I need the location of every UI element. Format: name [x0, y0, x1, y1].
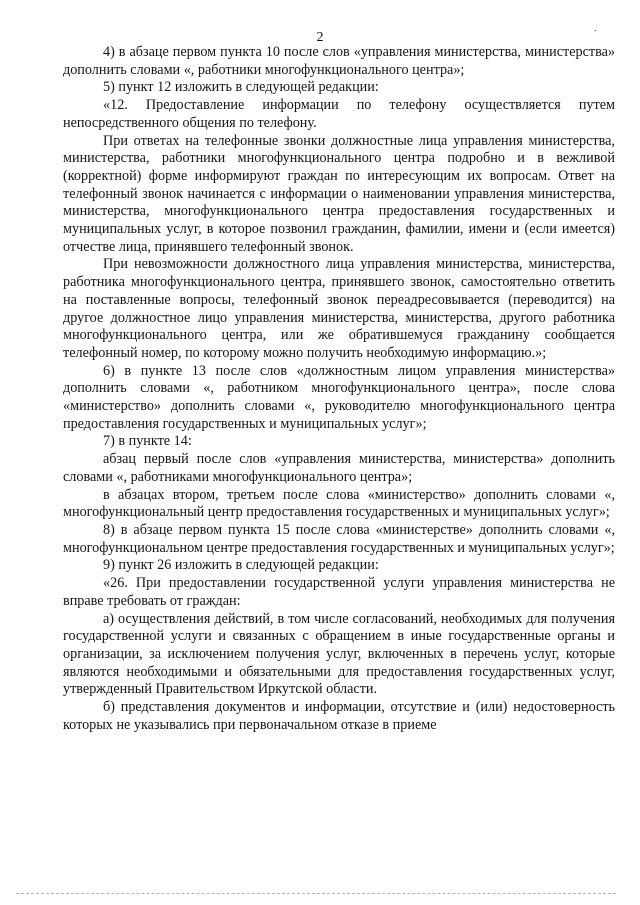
page-number: 2 [316, 30, 324, 45]
paragraph-item-5: 5) пункт 12 изложить в следующей редакции: [103, 79, 379, 96]
paragraph-item-8: 8) в абзаце первом пункта 15 после слова «министерстве» дополнить словами «, многофункциональном центре предоставления государственных и муниципальных услуг»; [63, 521, 615, 556]
paragraph-item-7-first: абзац первый после слов «управления министерства, министерства» дополнить словами «, работниками многофункционального центра»; [63, 451, 615, 485]
paragraph-subclause-b: б) представления документов и информации, отсутствие и (или) недостоверность которых не указывались при первоначальном отказе в приеме [63, 699, 615, 733]
paragraph-item-9: 9) пункт 26 изложить в следующей редакции: [103, 557, 379, 574]
paragraph-phone-redirect: При невозможности должностного лица управления министерства, министерства, работника многофункционального центра, принявшего звонок, самостоятельно ответить на поставленные вопросы, телефонный звонок переадресовывается (переводится) на другое должностное лицо управления министерства, министерства, другого работника многофункционального центра, или же обратившемуся гражданину сообщается телефонный номер, по которому можно получить необходимую информацию.»; [63, 256, 615, 361]
paragraph-item-7: 7) в пункте 14: [103, 433, 192, 450]
corner-mark: . [594, 23, 597, 34]
paragraph-item-6: 6) в пункте 13 после слов «должностным лицом управления министерства» дополнить словами «, работником многофункционального центра», после слова «министерство» дополнить словами «, руководителю многофункционального центра предоставления государственных и муниципальных услуг»; [63, 362, 615, 432]
document-body [63, 44, 615, 734]
footer-dashed-rule [16, 893, 616, 894]
paragraph-item-7-second-third: в абзацах втором, третьем после слова «министерство» дополнить словами «, многофункциональный центр предоставления государственных и муниципальных услуг»; [63, 486, 615, 521]
paragraph-item-4: 4) в абзаце первом пункта 10 после слов «управления министерства, министерства» дополнить словами «, работники многофункционального центра»; [63, 44, 615, 78]
paragraph-subclause-a: а) осуществления действий, в том числе согласований, необходимых для получения государственной услуги и связанных с обращением в иные государственные органы и организации, за исключением получения услуг, включенных в перечень услуг, которые являются необходимыми и обязательными для предоставления государственных услуг, утвержденный Правительством Иркутской области. [63, 610, 615, 698]
paragraph-clause-12: «12. Предоставление информации по телефону осуществляется путем непосредственного общения по телефону. [63, 97, 615, 131]
paragraph-clause-26: «26. При предоставлении государственной услуги управления министерства не вправе требовать от граждан: [63, 575, 615, 609]
paragraph-phone-answers: При ответах на телефонные звонки должностные лица управления министерства, министерства, работники многофункционального центра подробно и в вежливой (корректной) форме информируют граждан по интересующим их вопросам. Ответ на телефонный звонок начинается с информации о наименовании управления министерства, министерства, многофункционального центра предоставления государственных и муниципальных услуг, в которое позвонил гражданин, фамилии, имени и (если имеется) отчестве лица, принявшего телефонный звонок. [63, 132, 615, 255]
